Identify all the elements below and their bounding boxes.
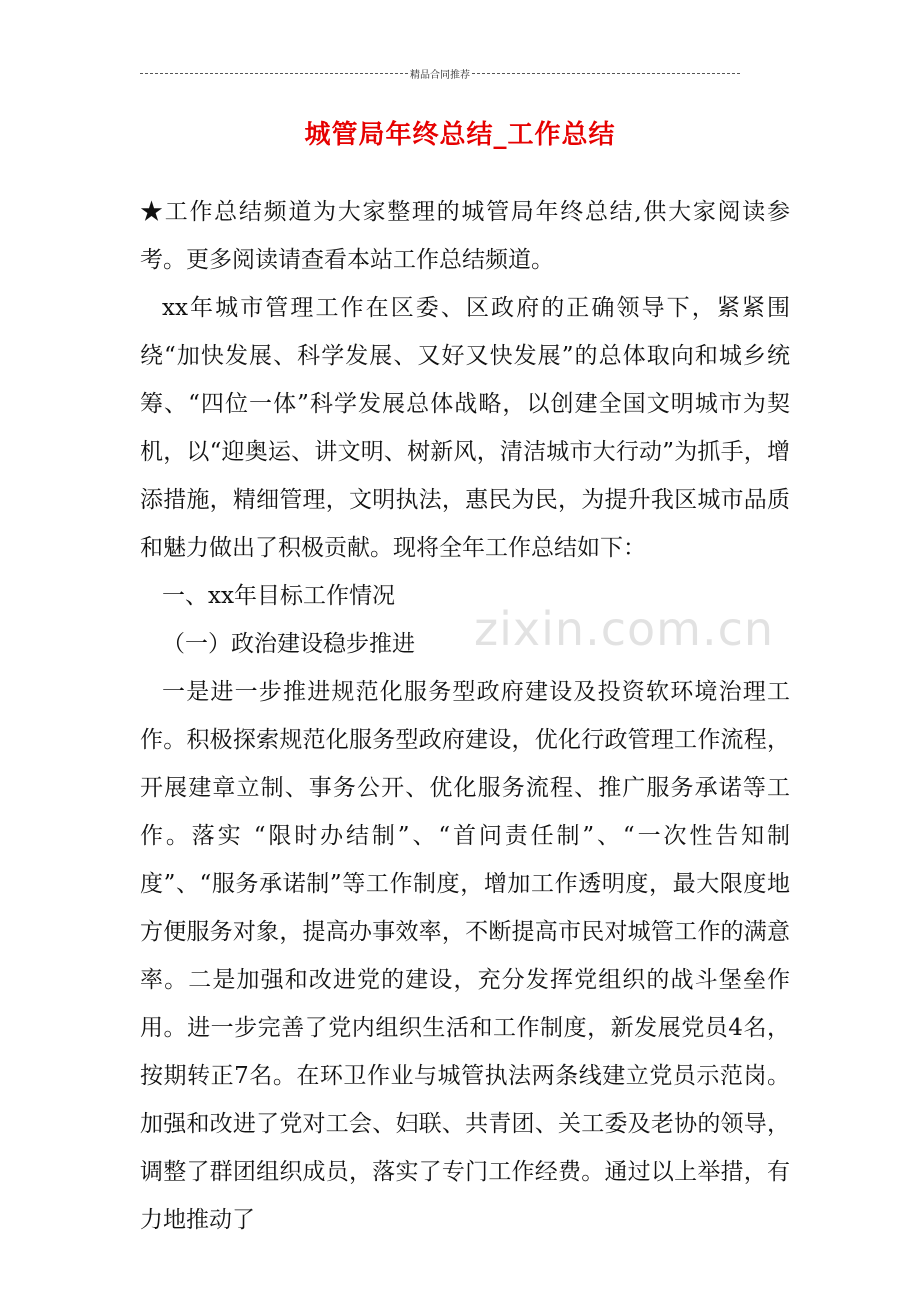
body-paragraph: 一是进一步推进规范化服务型政府建设及投资软环境治理工作。积极探索规范化服务型政府建设，优化行政管理工作流程，开展建章立制、事务公开、优化服务流程、推广服务承诺等工作。落实 “限时办结制”、“首问责任制”、“一次性告知制度”、“服务承诺制”等工作制度，增加工作透明度，最大限度地方便服务对象，提高办事效率，不断提高市民对城管工作的满意率。二是加强和改进党的建设，充分发挥党组织的战斗堡垒作用。进一步完善了党内组织生活和工作制度，新发展党员4名，按期转正7名。在环卫作业与城管执法两条线建立党员示范岗。加强和改进了党对工会、妇联、共青团、关工委及老协的领导，调整了群团组织成员，落实了专门工作经费。通过以上举措，有力地推动了 [140,679,790,1233]
header-dash-right [472,73,740,74]
watermark: zixin.com.cn [474,602,775,656]
header-label: 精品合同推荐 [410,69,470,81]
section-heading: 一、xx年目标工作情况 [162,583,395,609]
document-body [140,188,790,1244]
page-header [140,66,740,80]
intro-paragraph: ★工作总结频道为大家整理的城管局年终总结,供大家阅读参考。更多阅读请查看本站工作总结频道。 [140,199,790,273]
subsection-heading: （一）政治建设稳步推进 [162,631,415,657]
body-paragraph: xx年城市管理工作在区委、区政府的正确领导下，紧紧围绕“加快发展、科学发展、又好又快发展”的总体取向和城乡统筹、“四位一体”科学发展总体战略，以创建全国文明城市为契机，以“迎奥运、讲文明、树新风，清洁城市大行动”为抓手，增添措施，精细管理，文明执法，惠民为民，为提升我区城市品质和魅力做出了积极贡献。现将全年工作总结如下： [140,295,790,561]
header-dash-left [140,73,408,74]
document-title: 城管局年终总结_工作总结 [304,120,616,150]
